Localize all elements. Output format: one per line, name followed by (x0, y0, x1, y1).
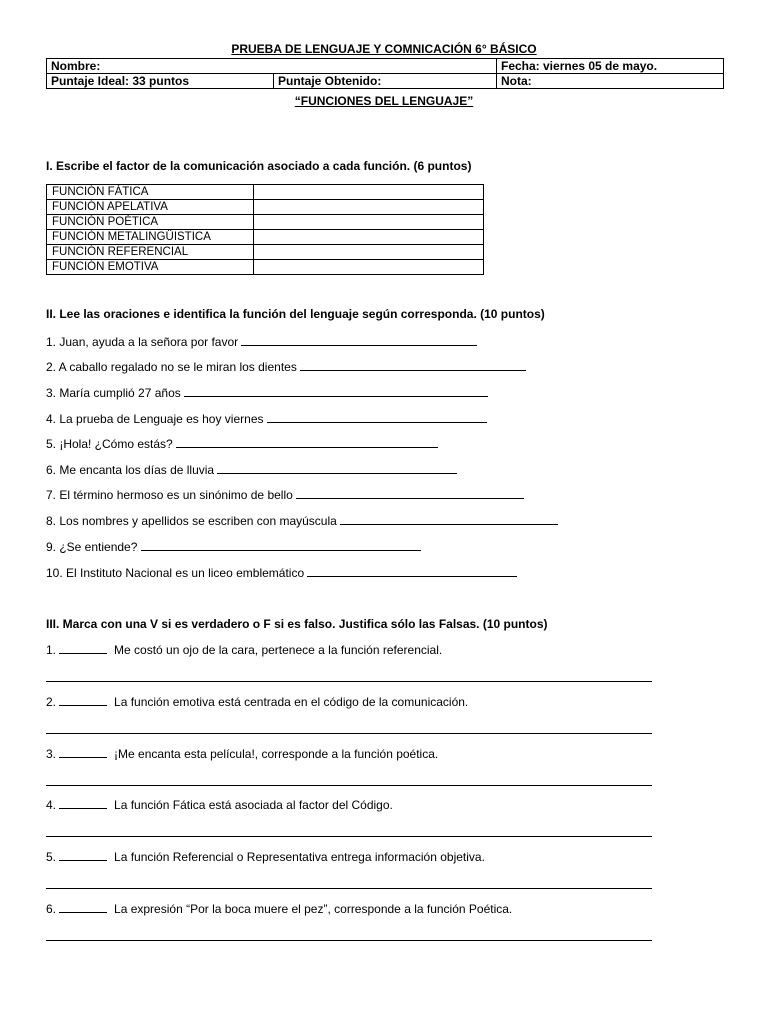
justification-line[interactable] (46, 836, 652, 837)
section-3-title: III. Marca con una V si es verdadero o F si es falso. Justifica sólo las Falsas. (10 puntos) (46, 617, 548, 631)
section-1-title: I. Escribe el factor de la comunicación asociado a cada función. (6 puntos) (46, 159, 472, 173)
justification-line[interactable] (46, 785, 652, 786)
true-false-item (46, 643, 442, 657)
puntaje-ideal-field: Puntaje Ideal: 33 puntos (47, 74, 274, 89)
sentence-item (46, 514, 558, 528)
true-false-item (46, 850, 485, 864)
item-text: La función emotiva está centrada en el código de la comunicación. (114, 695, 469, 709)
item-text: La función Fática está asociada al factor del Código. (114, 798, 393, 812)
true-false-item (46, 747, 438, 761)
answer-blank[interactable] (217, 463, 457, 474)
answer-blank[interactable] (141, 540, 421, 551)
justification-line[interactable] (46, 681, 652, 682)
factor-answer-cell[interactable] (254, 230, 484, 245)
item-number: 1. (46, 643, 57, 657)
item-text: La función Referencial o Representativa entrega información objetiva. (114, 850, 485, 864)
vf-blank[interactable] (59, 850, 107, 861)
sentence-text: 6. Me encanta los días de lluvia (46, 463, 215, 477)
justification-line[interactable] (46, 888, 652, 889)
sentence-text: 7. El término hermoso es un sinónimo de bello (46, 488, 293, 502)
sentence-item (46, 412, 487, 426)
answer-blank[interactable] (184, 386, 488, 397)
sentence-text: 10. El Instituto Nacional es un liceo emblemático (46, 566, 305, 580)
answer-blank[interactable] (241, 335, 477, 346)
justification-line[interactable] (46, 940, 652, 941)
factor-answer-cell[interactable] (254, 200, 484, 215)
sentence-text: 9. ¿Se entiende? (46, 540, 138, 554)
factor-answer-cell[interactable] (254, 215, 484, 230)
true-false-item (46, 902, 512, 916)
sentence-text: 8. Los nombres y apellidos se escriben con mayúscula (46, 514, 337, 528)
item-number: 2. (46, 695, 57, 709)
item-number: 5. (46, 850, 57, 864)
item-number: 3. (46, 747, 57, 761)
answer-blank[interactable] (267, 412, 487, 423)
vf-blank[interactable] (59, 695, 107, 706)
answer-blank[interactable] (340, 514, 558, 525)
sentence-text: 3. María cumplió 27 años (46, 386, 181, 400)
vf-blank[interactable] (59, 798, 107, 809)
justification-line[interactable] (46, 733, 652, 734)
sentence-item (46, 437, 438, 451)
sentence-item (46, 360, 526, 374)
sentence-item (46, 488, 524, 502)
page-title: PRUEBA DE LENGUAJE Y COMNICACIÓN 6° BÁSICO (231, 42, 537, 56)
factor-row-label: FUNCIÓN POÉTICA (47, 215, 254, 230)
vf-blank[interactable] (59, 643, 107, 654)
answer-blank[interactable] (300, 360, 526, 371)
factor-answer-cell[interactable] (254, 260, 484, 275)
factor-row-label: FUNCIÓN FÁTICA (47, 185, 254, 200)
answer-blank[interactable] (176, 437, 438, 448)
student-info-table (46, 58, 724, 89)
vf-blank[interactable] (59, 747, 107, 758)
vf-blank[interactable] (59, 902, 107, 913)
sentence-item (46, 335, 477, 349)
answer-blank[interactable] (307, 566, 517, 577)
fecha-field: Fecha: viernes 05 de mayo. (497, 59, 724, 74)
factor-answer-cell[interactable] (254, 185, 484, 200)
answer-blank[interactable] (296, 488, 524, 499)
factor-row-label: FUNCIÓN REFERENCIAL (47, 245, 254, 260)
page-subtitle: “FUNCIONES DEL LENGUAJE” (294, 94, 474, 108)
item-number: 4. (46, 798, 57, 812)
nombre-field: Nombre: (47, 59, 497, 74)
item-text: ¡Me encanta esta película!, corresponde a la función poética. (114, 747, 439, 761)
section-2-title: II. Lee las oraciones e identifica la función del lenguaje según corresponda. (10 puntos) (46, 307, 545, 321)
item-text: Me costó un ojo de la cara, pertenece a la función referencial. (114, 643, 443, 657)
puntaje-obtenido-field: Puntaje Obtenido: (274, 74, 497, 89)
factor-row-label: FUNCIÓN EMOTIVA (47, 260, 254, 275)
sentence-text: 5. ¡Hola! ¿Cómo estás? (46, 437, 173, 451)
sentence-text: 4. La prueba de Lenguaje es hoy viernes (46, 412, 264, 426)
nota-field: Nota: (497, 74, 724, 89)
item-number: 6. (46, 902, 57, 916)
sentence-item (46, 463, 457, 477)
true-false-item (46, 695, 468, 709)
factor-row-label: FUNCIÓN APELATIVA (47, 200, 254, 215)
sentence-item (46, 566, 517, 580)
factors-table (46, 184, 484, 275)
sentence-item (46, 386, 488, 400)
true-false-item (46, 798, 393, 812)
factor-row-label: FUNCIÓN METALINGÜISTICA (47, 230, 254, 245)
sentence-text: 1. Juan, ayuda a la señora por favor (46, 335, 239, 349)
sentence-item (46, 540, 421, 554)
factor-answer-cell[interactable] (254, 245, 484, 260)
sentence-text: 2. A caballo regalado no se le miran los dientes (46, 360, 297, 374)
item-text: La expresión “Por la boca muere el pez”, corresponde a la función Poética. (114, 902, 513, 916)
